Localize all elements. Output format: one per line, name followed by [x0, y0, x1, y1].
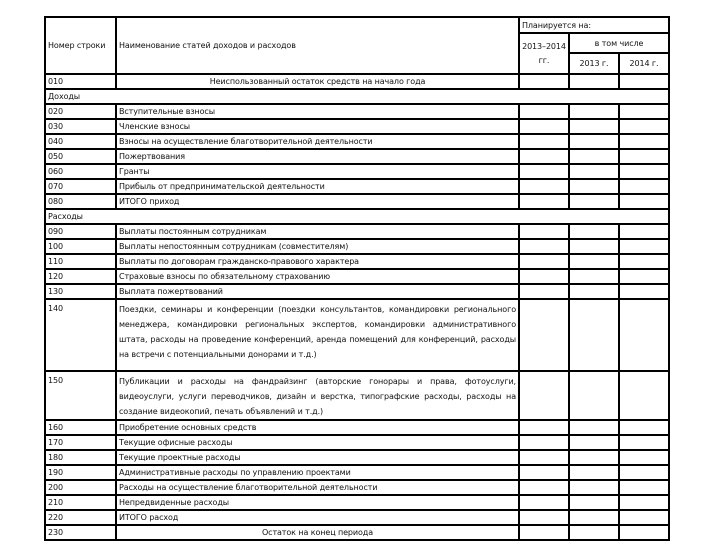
row-code: 040 [45, 134, 116, 149]
row-name: Приобретение основных средств [116, 420, 519, 435]
cell-2014[interactable] [619, 525, 669, 540]
header-including: в том числе [569, 33, 669, 53]
cell-2014[interactable] [619, 254, 669, 269]
header-period-total: 2013–2014 гг. [519, 33, 569, 74]
table-row [45, 525, 669, 540]
row-name: Неиспользованный остаток средств на начало года [116, 74, 519, 89]
cell-2013[interactable] [569, 74, 619, 89]
cell-2013[interactable] [569, 435, 619, 450]
cell-2013[interactable] [569, 149, 619, 164]
cell-2013[interactable] [569, 450, 619, 465]
row-code: 080 [45, 194, 116, 209]
cell-2014[interactable] [619, 510, 669, 525]
cell-2014[interactable] [619, 435, 669, 450]
row-code: 090 [45, 224, 116, 239]
table-row [45, 495, 669, 510]
row-name: Взносы на осуществление благотворительной деятельности [116, 134, 519, 149]
row-code: 180 [45, 450, 116, 465]
cell-2013[interactable] [569, 299, 619, 371]
table-row [45, 74, 669, 89]
cell-2014[interactable] [619, 495, 669, 510]
cell-total[interactable] [519, 495, 569, 510]
cell-2014[interactable] [619, 149, 669, 164]
cell-total[interactable] [519, 134, 569, 149]
cell-2013[interactable] [569, 224, 619, 239]
cell-2013[interactable] [569, 119, 619, 134]
cell-2013[interactable] [569, 239, 619, 254]
row-name: Вступительные взносы [116, 104, 519, 119]
cell-total[interactable] [519, 104, 569, 119]
row-name: ИТОГО приход [116, 194, 519, 209]
header-year-2014: 2014 г. [619, 53, 669, 74]
row-code: 030 [45, 119, 116, 134]
section-header-expenses [45, 209, 669, 224]
cell-total[interactable] [519, 480, 569, 495]
cell-2014[interactable] [619, 119, 669, 134]
cell-total[interactable] [519, 239, 569, 254]
cell-2014[interactable] [619, 194, 669, 209]
cell-2014[interactable] [619, 465, 669, 480]
header-year-2013: 2013 г. [569, 53, 619, 74]
cell-total[interactable] [519, 525, 569, 540]
row-name: Пожертвования [116, 149, 519, 164]
cell-2013[interactable] [569, 269, 619, 284]
cell-2013[interactable] [569, 254, 619, 269]
row-name: Выплаты непостоянным сотрудникам (совместителям) [116, 239, 519, 254]
header-row-number: Номер строки [45, 17, 116, 74]
row-code: 020 [45, 104, 116, 119]
cell-total[interactable] [519, 371, 569, 420]
cell-total[interactable] [519, 450, 569, 465]
row-code: 200 [45, 480, 116, 495]
row-code: 010 [45, 74, 116, 89]
cell-2013[interactable] [569, 194, 619, 209]
table-row [45, 224, 669, 239]
cell-2013[interactable] [569, 465, 619, 480]
row-code: 220 [45, 510, 116, 525]
cell-2014[interactable] [619, 239, 669, 254]
row-code: 140 [45, 299, 116, 371]
row-name: Гранты [116, 164, 519, 179]
cell-total[interactable] [519, 284, 569, 299]
table-row [45, 179, 669, 194]
section-label: Доходы [45, 89, 669, 104]
cell-total[interactable] [519, 465, 569, 480]
row-code: 100 [45, 239, 116, 254]
table-row [45, 299, 669, 371]
cell-2014[interactable] [619, 371, 669, 420]
row-name: Текущие проектные расходы [116, 450, 519, 465]
row-name: Поездки, семинары и конференции (поездки консультантов, командировки регионального менеджера, командировки региональных экспертов, командировки административного штата, расходы на проведение конференций, аренда помещений для конференций, расходы на встречи с потенциальными донорами и т.д.) [116, 299, 519, 371]
table-row [45, 420, 669, 435]
row-name: Выплата пожертвований [116, 284, 519, 299]
row-code: 190 [45, 465, 116, 480]
table-row [45, 164, 669, 179]
cell-2013[interactable] [569, 371, 619, 420]
cell-total[interactable] [519, 510, 569, 525]
cell-total[interactable] [519, 224, 569, 239]
row-code: 120 [45, 269, 116, 284]
cell-2013[interactable] [569, 420, 619, 435]
row-name: Прибыль от предпринимательской деятельности [116, 179, 519, 194]
cell-total[interactable] [519, 269, 569, 284]
row-name: ИТОГО расход [116, 510, 519, 525]
cell-2014[interactable] [619, 284, 669, 299]
table-row [45, 104, 669, 119]
cell-2014[interactable] [619, 480, 669, 495]
row-name: Остаток на конец периода [116, 525, 519, 540]
row-code: 130 [45, 284, 116, 299]
cell-total[interactable] [519, 194, 569, 209]
row-code: 160 [45, 420, 116, 435]
cell-2014[interactable] [619, 74, 669, 89]
row-name: Членские взносы [116, 119, 519, 134]
cell-2014[interactable] [619, 104, 669, 119]
table-row [45, 284, 669, 299]
cell-total[interactable] [519, 149, 569, 164]
cell-2014[interactable] [619, 450, 669, 465]
cell-2013[interactable] [569, 284, 619, 299]
cell-total[interactable] [519, 435, 569, 450]
table-row [45, 465, 669, 480]
cell-total[interactable] [519, 164, 569, 179]
cell-2013[interactable] [569, 495, 619, 510]
header-planned: Планируется на: [519, 17, 669, 33]
row-name: Страховые взносы по обязательному страхованию [116, 269, 519, 284]
cell-2013[interactable] [569, 164, 619, 179]
row-code: 060 [45, 164, 116, 179]
table-row [45, 134, 669, 149]
cell-2014[interactable] [619, 299, 669, 371]
section-header-income [45, 89, 669, 104]
row-name: Выплаты по договорам гражданско-правового характера [116, 254, 519, 269]
cell-2013[interactable] [569, 525, 619, 540]
table-row [45, 194, 669, 209]
cell-2013[interactable] [569, 179, 619, 194]
cell-2013[interactable] [569, 480, 619, 495]
cell-total[interactable] [519, 74, 569, 89]
table-row [45, 149, 669, 164]
cell-2014[interactable] [619, 179, 669, 194]
cell-2013[interactable] [569, 510, 619, 525]
row-code: 050 [45, 149, 116, 164]
cell-2014[interactable] [619, 420, 669, 435]
row-code: 070 [45, 179, 116, 194]
cell-total[interactable] [519, 119, 569, 134]
cell-2014[interactable] [619, 134, 669, 149]
row-code: 110 [45, 254, 116, 269]
budget-table [44, 16, 670, 541]
header-item-name: Наименование статей доходов и расходов [116, 17, 519, 74]
row-name: Административные расходы по управлению проектами [116, 465, 519, 480]
row-name: Текущие офисные расходы [116, 435, 519, 450]
row-code: 150 [45, 371, 116, 420]
row-code: 210 [45, 495, 116, 510]
row-name: Расходы на осуществление благотворительной деятельности [116, 480, 519, 495]
table-row [45, 239, 669, 254]
table-row [45, 435, 669, 450]
cell-2014[interactable] [619, 224, 669, 239]
cell-total[interactable] [519, 299, 569, 371]
cell-2013[interactable] [569, 134, 619, 149]
row-name: Непредвиденные расходы [116, 495, 519, 510]
table-row [45, 480, 669, 495]
section-label: Расходы [45, 209, 669, 224]
row-name: Выплаты постоянным сотрудникам [116, 224, 519, 239]
cell-2013[interactable] [569, 104, 619, 119]
row-code: 230 [45, 525, 116, 540]
table-row [45, 254, 669, 269]
table-row [45, 510, 669, 525]
row-name: Публикации и расходы на фандрайзинг (авторские гонорары и права, фотоуслуги, видеоуслуги, услуги переводчиков, дизайн и верстка, типографские расходы, расходы на создание видеокопий, печать объявлений и т.д.) [116, 371, 519, 420]
table-row [45, 371, 669, 420]
table-row [45, 450, 669, 465]
cell-total[interactable] [519, 420, 569, 435]
table-row [45, 119, 669, 134]
cell-total[interactable] [519, 179, 569, 194]
cell-2014[interactable] [619, 269, 669, 284]
table-row [45, 269, 669, 284]
row-code: 170 [45, 435, 116, 450]
cell-2014[interactable] [619, 164, 669, 179]
cell-total[interactable] [519, 254, 569, 269]
